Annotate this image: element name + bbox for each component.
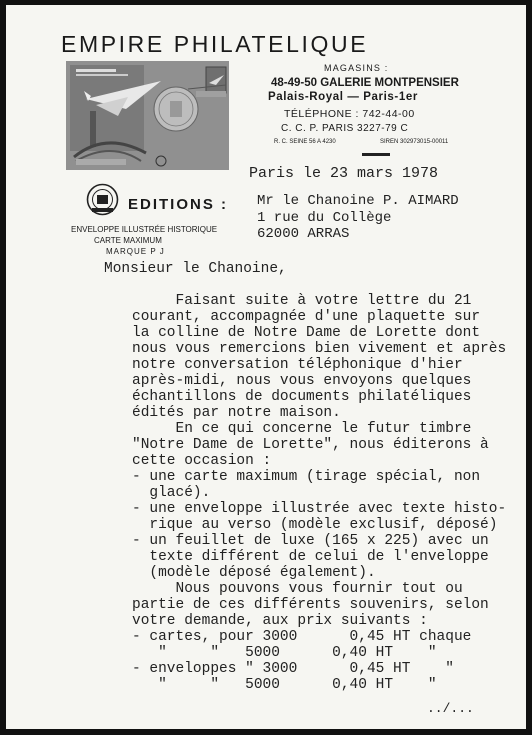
body-line: glacé).	[132, 485, 211, 501]
body-line: échantillons de documents philatéliques	[132, 389, 472, 405]
body-line: après-midi, nous vous envoyons quelques	[132, 373, 472, 389]
editions-line-3: MARQUE P J	[106, 247, 165, 256]
letter-body	[104, 261, 507, 693]
body-line: partie de ces différents souvenirs, selon	[132, 597, 489, 613]
stores-heading: MAGASINS :	[324, 63, 389, 73]
body-line: - un feuillet de luxe (165 x 225) avec un	[132, 533, 489, 549]
body-line: Nous pouvons vous fournir tout ou	[132, 581, 463, 597]
salutation: Monsieur le Chanoine,	[104, 261, 287, 277]
body-line: (modèle déposé également).	[132, 565, 376, 581]
recipient-city: 62000 ARRAS	[257, 226, 350, 243]
editions-title: EDITIONS :	[128, 196, 229, 213]
editions-line-1: ENVELOPPE ILLUSTRÉE HISTORIQUE	[71, 225, 218, 234]
telephone: TÉLÉPHONE : 742-44-00	[284, 108, 415, 120]
body-line: - une enveloppe illustrée avec texte histo-	[132, 501, 507, 517]
price-line: - enveloppes " 3000 0,45 HT "	[132, 661, 454, 677]
concorde-cover-illustration	[66, 61, 229, 170]
pj-seal-icon	[86, 183, 119, 216]
postal-account: C. C. P. PARIS 3227-79 C	[281, 123, 409, 134]
continuation-mark: ../...	[427, 701, 474, 716]
price-line: - cartes, pour 3000 0,45 HT chaque	[132, 629, 472, 645]
body-line: courant, accompagnée d'une plaquette sur	[132, 309, 481, 325]
price-line: " " 5000 0,40 HT "	[132, 677, 437, 693]
body-line: notre conversation téléphonique d'hier	[132, 357, 463, 373]
letter-date: Paris le 23 mars 1978	[249, 165, 439, 182]
body-line: Faisant suite à votre lettre du 21	[132, 293, 472, 309]
siren-number: SIREN 302973015-00011	[380, 139, 449, 145]
recipient-street: 1 rue du Collège	[257, 209, 392, 226]
body-line: rique au verso (modèle exclusif, déposé)	[132, 517, 498, 533]
body-line: En ce qui concerne le futur timbre	[132, 421, 472, 437]
letter-sheet	[6, 5, 526, 729]
body-line: - une carte maximum (tirage spécial, non	[132, 469, 481, 485]
recipient-name: Mr le Chanoine P. AIMARD	[257, 193, 459, 209]
recipient-block	[257, 193, 459, 243]
editions-logo	[86, 183, 119, 216]
company-name: EMPIRE PHILATELIQUE	[61, 31, 369, 57]
body-line: édités par notre maison.	[132, 405, 341, 421]
body-line: votre demande, aux prix suivants :	[132, 613, 428, 629]
body-line: cette occasion :	[132, 453, 272, 469]
trade-register: R. C. SEINE 56 A 4230	[274, 139, 336, 145]
price-line: " " 5000 0,40 HT "	[132, 645, 437, 661]
letterhead-divider	[362, 153, 390, 156]
address-line-1: 48-49-50 GALERIE MONTPENSIER	[271, 77, 459, 89]
address-line-2: Palais-Royal — Paris-1er	[268, 91, 418, 103]
body-line: nous vous remercions bien vivement et après	[132, 341, 507, 357]
first-day-cover-image	[66, 61, 229, 170]
editions-line-2: CARTE MAXIMUM	[94, 236, 162, 245]
body-line: "Notre Dame de Lorette", nous éditerons à	[132, 437, 489, 453]
body-line: texte différent de celui de l'enveloppe	[132, 549, 489, 565]
body-line: la colline de Notre Dame de Lorette dont	[132, 325, 481, 341]
